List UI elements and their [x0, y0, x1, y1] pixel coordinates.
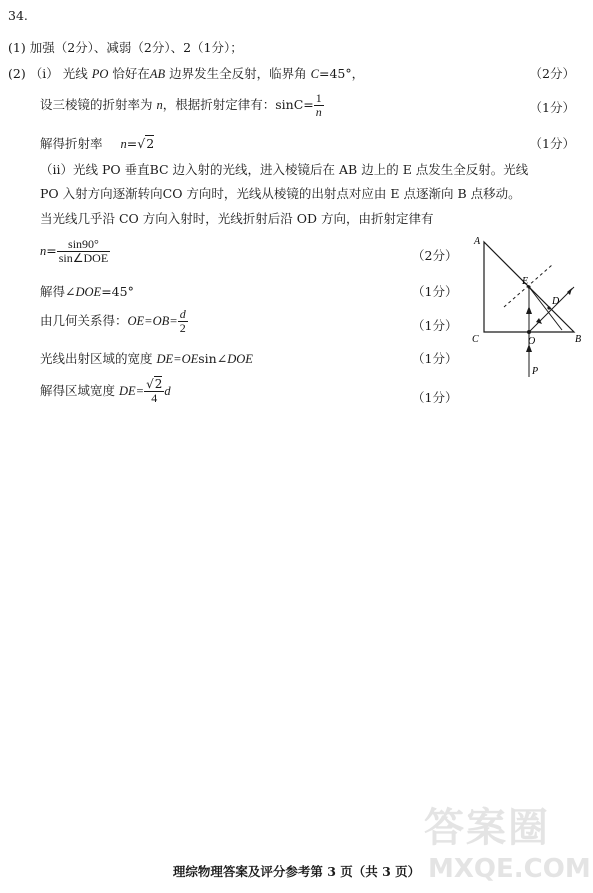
- sub2-para3: 当光线几乎沿 CO 方向入射时，光线折射后沿 OD 方向，由折射定律有: [40, 211, 434, 226]
- text: sin∠: [198, 351, 228, 366]
- sub2-para1: [40, 160, 528, 178]
- score: （1分）: [529, 100, 575, 115]
- part2-label: (2): [8, 66, 26, 81]
- fraction-numerator: [144, 378, 164, 391]
- fraction-denominator: 2: [179, 321, 186, 335]
- prism-figure: [464, 232, 589, 380]
- text: 光线: [62, 66, 88, 81]
- var-ab: AB: [149, 67, 166, 81]
- text: =45°，: [318, 66, 365, 81]
- eq3: [40, 308, 188, 335]
- part2-line3: [40, 134, 154, 152]
- var-d: d: [164, 384, 171, 398]
- text: =: [126, 136, 138, 151]
- part2-line2: [40, 92, 324, 119]
- sqrt: √2: [146, 377, 163, 391]
- fraction-denominator: 4: [144, 391, 164, 405]
- var-n: n: [156, 98, 163, 112]
- var-n: n: [315, 105, 322, 119]
- fraction-numerator: sin90°: [68, 237, 99, 251]
- label-a: A: [474, 236, 481, 247]
- eq4: [40, 349, 253, 367]
- eq1: n= $\frac{\sin 90^\circ}{\text{sin∠DOE}}$: [40, 237, 109, 265]
- eq2: [40, 282, 134, 300]
- text: 光线出射区域的宽度: [40, 351, 153, 366]
- watermark-top: 答案圈: [424, 805, 550, 851]
- var-oe-ob: OE=OB=: [127, 314, 178, 328]
- part1-label: (1): [8, 40, 26, 55]
- text: ，根据折射定律有：sinC=: [162, 97, 314, 112]
- sqrt-radicand: 2: [154, 377, 163, 391]
- fraction: [178, 308, 188, 335]
- score: （1分）: [412, 318, 458, 333]
- text: 光线 PO 垂直BC 边入射的光线，进入棱镜后在 AB 边上的 E 点发生全反射。光线: [73, 162, 529, 177]
- fraction-numerator: 1: [315, 91, 322, 105]
- sub2-label: （ⅱ）: [40, 162, 73, 177]
- fraction-denominator: sin∠DOE: [58, 251, 109, 265]
- var-d: d: [179, 307, 186, 321]
- eq5: [40, 378, 171, 405]
- label-e: E: [522, 276, 529, 287]
- part1-line: [8, 38, 243, 56]
- text: 边界发生全反射，临界角: [169, 66, 307, 81]
- label-o: O: [528, 336, 536, 347]
- point-o: [527, 330, 531, 334]
- text: 解得折射率: [40, 136, 103, 151]
- score: （1分）: [412, 351, 458, 366]
- fraction-numerator: [178, 308, 188, 321]
- part1-text: 加强（2分）、减弱（2分）、2（1分）；: [29, 40, 243, 55]
- fraction: [144, 378, 164, 405]
- text: 解得∠: [40, 284, 76, 299]
- question-number: 34.: [8, 8, 28, 23]
- var-n: n: [40, 244, 47, 258]
- score: （2分）: [412, 248, 458, 263]
- label-p: P: [532, 366, 539, 377]
- arrow-od: [536, 318, 542, 324]
- page-footer: 理综物理答案及评分参考第 3 页（共 3 页）: [172, 864, 421, 879]
- var-po: PO: [91, 67, 109, 81]
- sqrt-radicand: 2: [146, 136, 155, 151]
- var-c: C: [310, 67, 319, 81]
- part2-line1: [8, 64, 364, 82]
- ray-reflected: [529, 287, 562, 330]
- score: （2分）: [529, 66, 575, 81]
- fraction: [57, 238, 110, 265]
- text: =45°: [101, 284, 134, 299]
- text: 由几何关系得：: [40, 313, 128, 328]
- text: 解得区域宽度: [40, 383, 116, 398]
- label-c: C: [472, 334, 479, 345]
- text: 恰好在: [112, 66, 150, 81]
- var-n: n: [120, 137, 127, 151]
- fraction: [314, 92, 324, 119]
- var-doe: DOE: [75, 285, 102, 299]
- sub2-para2: PO 入射方向逐渐转向CO 方向时，光线从棱镜的出射点对应由 E 点逐渐向 B 点移动。: [40, 186, 521, 201]
- score: （1分）: [412, 284, 458, 299]
- watermark-bottom: MXQE.COM: [428, 854, 591, 884]
- sub1-label: （ⅰ）: [29, 66, 59, 81]
- score: （1分）: [412, 390, 458, 405]
- var-de: DE=: [119, 384, 145, 398]
- label-d: D: [552, 296, 560, 307]
- fraction-denominator: [314, 105, 324, 119]
- point-d: [547, 306, 550, 309]
- var-doe: DOE: [227, 352, 253, 366]
- var-de-oe: DE=OE: [156, 352, 199, 366]
- label-b: B: [575, 334, 582, 345]
- arrow-up: [526, 306, 532, 314]
- text: 设三棱镜的折射率为: [40, 97, 153, 112]
- sqrt: √2: [137, 136, 155, 151]
- score: （1分）: [529, 136, 575, 151]
